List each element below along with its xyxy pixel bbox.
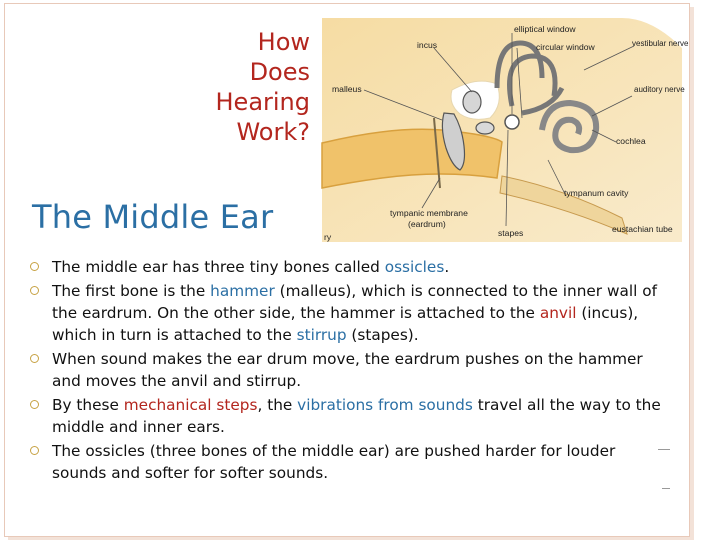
bullet-text: , the	[257, 396, 298, 414]
bullet-item	[30, 280, 670, 346]
title-line-2: Does	[249, 58, 310, 86]
slide-title	[130, 27, 310, 147]
bullet-text: By these	[52, 396, 124, 414]
decorative-mark	[658, 449, 670, 450]
bullet-text: The ossicles (three bones of the middle ear) are pushed harder for louder sounds and softer for softer sounds.	[52, 442, 616, 482]
bullet-marker-icon	[30, 262, 39, 271]
bullet-item	[30, 440, 670, 484]
label-tympanum-cavity: tympanum cavity	[564, 188, 629, 198]
bullet-text: (stapes).	[346, 326, 419, 344]
highlighted-term: mechanical steps	[123, 396, 258, 414]
highlighted-term: vibrations from sounds	[297, 396, 473, 414]
label-eardrum: (eardrum)	[408, 219, 446, 229]
label-eustachian-tube: eustachian tube	[612, 224, 673, 234]
section-title: The Middle Ear	[32, 198, 274, 236]
bullet-marker-icon	[30, 400, 39, 409]
label-malleus: malleus	[332, 84, 362, 94]
label-elliptical-window: elliptical window	[514, 24, 576, 34]
bullet-text: When sound makes the ear drum move, the eardrum pushes on the hammer and moves the anvil and stirrup.	[52, 350, 643, 390]
highlighted-term: anvil	[539, 304, 577, 322]
bullet-text: (malleus), which is connected to the inner wall of the eardrum. On the other side, the hammer is attached to the	[52, 282, 657, 322]
label-fragment: ry	[324, 232, 332, 242]
label-incus: incus	[417, 40, 438, 50]
ear-diagram	[322, 18, 689, 242]
label-vestibular-nerve: vestibular nerve	[632, 39, 689, 48]
bullet-marker-icon	[30, 286, 39, 295]
bullet-text: The middle ear has three tiny bones called	[52, 258, 385, 276]
label-cochlea: cochlea	[616, 136, 646, 146]
bullet-text: .	[444, 258, 450, 276]
highlighted-term: ossicles	[384, 258, 445, 276]
bullet-marker-icon	[30, 354, 39, 363]
bullet-item	[30, 394, 670, 438]
highlighted-term: hammer	[210, 282, 275, 300]
bullet-list	[30, 256, 670, 486]
label-stapes: stapes	[498, 228, 524, 238]
bullet-text: The first bone is the	[52, 282, 211, 300]
decorative-mark	[662, 488, 670, 489]
bullet-text: travel all the way to the middle and inner ears.	[52, 396, 661, 436]
highlighted-term: stirrup	[296, 326, 347, 344]
bullet-item	[30, 348, 670, 392]
bullet-item	[30, 256, 670, 278]
title-line-4: Work?	[236, 118, 310, 146]
label-tympanic-membrane: tympanic membrane	[390, 208, 468, 218]
bullet-marker-icon	[30, 446, 39, 455]
label-auditory-nerve: auditory nerve	[634, 85, 685, 94]
bullet-text: (incus), which in turn is attached to the	[52, 304, 639, 344]
label-circular-window: circular window	[536, 42, 595, 52]
title-line-3: Hearing	[215, 88, 310, 116]
title-line-1: How	[257, 28, 310, 56]
